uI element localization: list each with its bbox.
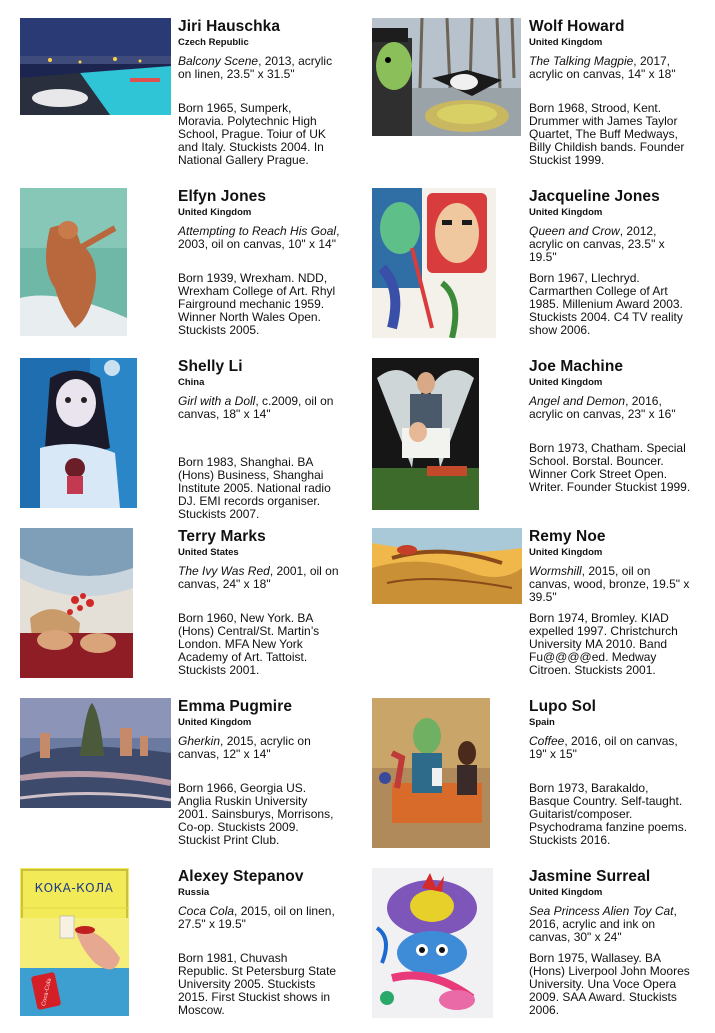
artist-entry [372, 868, 712, 1033]
artwork-title: Angel and Demon [529, 394, 626, 408]
artist-name: Shelly Li [178, 358, 243, 375]
artist-name: Wolf Howard [529, 18, 625, 35]
artist-bio: Born 1973, Barakaldo, Basque Country. Self-taught. Guitarist/composer. Psychodrama fanzine poems. Stuckists 2016. [529, 781, 688, 847]
painting-thumbnail [372, 18, 521, 136]
artwork-info [178, 55, 340, 81]
artist-name: Emma Pugmire [178, 698, 293, 715]
artwork-title: Queen and Crow [529, 224, 620, 238]
artwork-info [178, 565, 340, 591]
artist-entry [372, 528, 712, 693]
artwork-title: Coffee [529, 734, 565, 748]
artwork-details: , 2016, acrylic on canvas, 23" x 16" [529, 394, 676, 421]
artwork-details: , 2001, oil on canvas, 24" x 18" [178, 564, 339, 591]
painting-thumbnail [372, 188, 496, 338]
artwork-title: The Ivy Was Red [178, 564, 270, 578]
artist-entry [20, 358, 360, 523]
artist-entry [20, 868, 360, 1033]
can-lettering: Coca-Cola [41, 977, 53, 1007]
artist-bio: Born 1968, Strood, Kent. Drummer with James Taylor Quartet, The Buff Medways, Billy Childish bands. Founder Stuckist 1999. [529, 101, 685, 167]
artist-name: Jiri Hauschka [178, 18, 281, 35]
artwork-details: , 2016, acrylic and ink on canvas, 30" x 24" [529, 904, 677, 944]
artist-country: United Kingdom [529, 37, 603, 48]
artist-entry [372, 358, 712, 523]
artist-name: Jacqueline Jones [529, 188, 660, 205]
artist-bio: Born 1973, Chatham. Special School. Borstal. Bouncer. Winner Cork Street Open. Writer. Founder Stuckist 1999. [529, 441, 691, 494]
painting-thumbnail [372, 698, 490, 848]
painting-lettering: КОКА-КОЛА [34, 881, 114, 895]
painting-thumbnail [20, 358, 137, 508]
artist-country: Spain [529, 717, 555, 728]
artwork-info [529, 395, 691, 421]
artist-country: Czech Republic [178, 37, 249, 48]
artist-entry [20, 18, 360, 183]
artist-bio: Born 1975, Wallasey. BA (Hons) Liverpool John Moores University. Una Voce Opera 2009. SAA Award. Stuckists 2006. [529, 951, 690, 1017]
artist-name: Alexey Stepanov [178, 868, 304, 885]
artist-name: Jasmine Surreal [529, 868, 651, 885]
artwork-details: , 2013, acrylic on linen, 23.5" x 31.5" [178, 54, 333, 81]
artist-country: United Kingdom [529, 547, 603, 558]
artist-name: Terry Marks [178, 528, 266, 545]
artwork-info [529, 225, 691, 264]
artwork-info [529, 55, 691, 81]
painting-thumbnail [20, 18, 171, 115]
painting-thumbnail [20, 188, 127, 336]
artist-country: United Kingdom [529, 207, 603, 218]
painting-thumbnail [20, 528, 133, 678]
artwork-title: Balcony Scene [178, 54, 259, 68]
artist-bio: Born 1974, Bromley. KIAD expelled 1997. Christchurch University MA 2010. Band Fu@@@@ed. Medway Citroen. Stuckists 2001. [529, 611, 678, 677]
artwork-details: , c.2009, oil on canvas, 18" x 14" [178, 394, 334, 421]
artist-entry [20, 188, 360, 353]
artwork-details: , 2012, acrylic on canvas, 23.5" x 19.5" [529, 224, 665, 264]
artwork-details: , 2015, oil on linen, 27.5" x 19.5" [178, 904, 335, 931]
artwork-title: Coca Cola [178, 904, 235, 918]
artist-name: Lupo Sol [529, 698, 597, 715]
artist-country: Russia [178, 887, 210, 898]
artist-bio: Born 1939, Wrexham. NDD, Wrexham College of Art. Rhyl Fairground mechanic 1959. Winner North Wales Open. Stuckists 2005. [178, 271, 336, 337]
artwork-title: Wormshill [529, 564, 582, 578]
painting-thumbnail [372, 868, 493, 1018]
artist-country: United Kingdom [529, 887, 603, 898]
painting-thumbnail [372, 358, 479, 510]
artwork-title: Gherkin [178, 734, 221, 748]
artwork-info [178, 735, 340, 761]
artist-bio: Born 1966, Georgia US. Anglia Ruskin University 2001. Sainsburys, Morrisons, Co-op. Stuckists 2009. Stuckist Print Club. [178, 781, 334, 847]
artist-bio: Born 1981, Chuvash Republic. St Petersburg State University 2005. Stuckists 2015. First Stuckist shows in Moscow. [178, 951, 337, 1017]
artist-country: United Kingdom [178, 717, 252, 728]
artwork-info [529, 905, 691, 944]
artwork-info [178, 905, 340, 931]
artwork-details: , 2015, acrylic on canvas, 12" x 14" [178, 734, 311, 761]
artist-entry [20, 698, 360, 863]
artwork-details: , 2003, oil on canvas, 10" x 14" [178, 224, 340, 251]
artist-country: United States [178, 547, 239, 558]
painting-thumbnail [372, 528, 522, 604]
artist-bio: Born 1967, Llechryd. Carmarthen College of Art 1985. Millenium Award 2003. Stuckists 2004. C4 TV reality show 2006. [529, 271, 683, 337]
artwork-info [178, 395, 340, 421]
artist-name: Elfyn Jones [178, 188, 267, 205]
artist-country: United Kingdom [529, 377, 603, 388]
artist-country: China [178, 377, 205, 388]
artwork-info [178, 225, 340, 251]
artist-bio: Born 1965, Sumperk, Moravia. Polytechnic High School, Prague. Toiur of UK and Italy. Stuckists 2004. In National Gallery Prague. [178, 101, 326, 167]
artist-country: United Kingdom [178, 207, 252, 218]
artist-bio: Born 1983, Shanghai. BA (Hons) Business, Shanghai Institute 2005. National radio DJ. EMI records organiser. Stuckists 2007. [178, 455, 331, 521]
artist-entry [372, 188, 712, 353]
artist-bio: Born 1960, New York. BA (Hons) Central/St. Martin’s London. MFA New York Academy of Art. Tattoist. Stuckists 2001. [178, 611, 320, 677]
artist-entry [372, 698, 712, 863]
artwork-details: , 2017, acrylic on canvas, 14" x 18" [529, 54, 676, 81]
artwork-details: , 2015, oil on canvas, wood, bronze, 19.5" x 39.5" [529, 564, 690, 604]
artist-entry [20, 528, 360, 693]
artist-entry [372, 18, 712, 183]
painting-thumbnail [20, 868, 129, 1016]
artwork-title: Girl with a Doll [178, 394, 256, 408]
artwork-info [529, 735, 691, 761]
artist-name: Joe Machine [529, 358, 624, 375]
artwork-details: , 2016, oil on canvas, 19" x 15" [529, 734, 678, 761]
artwork-info [529, 565, 691, 604]
artwork-title: Sea Princess Alien Toy Cat [529, 904, 674, 918]
artwork-title: The Talking Magpie [529, 54, 634, 68]
painting-thumbnail [20, 698, 171, 808]
artwork-title: Attempting to Reach His Goal [178, 224, 337, 238]
artist-name: Remy Noe [529, 528, 606, 545]
